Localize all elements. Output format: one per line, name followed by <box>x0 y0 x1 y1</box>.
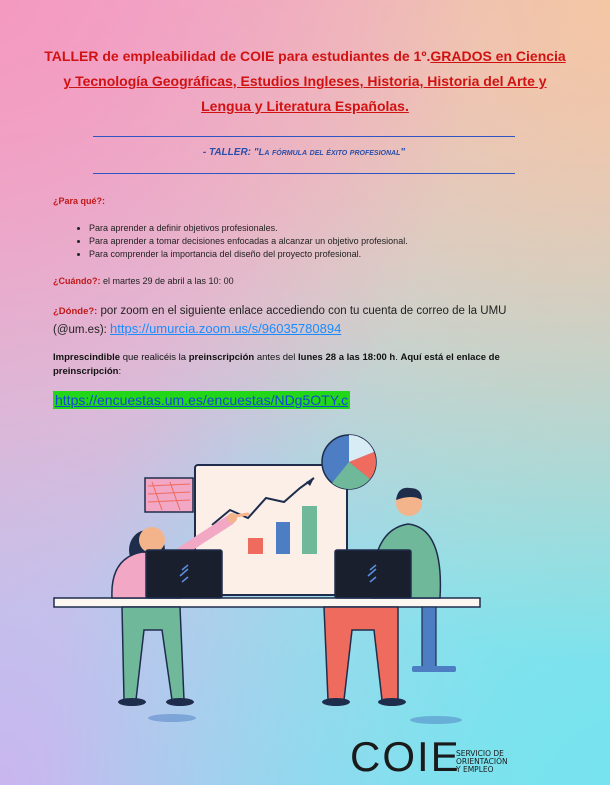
registration-paragraph <box>53 351 563 379</box>
zoom-link[interactable]: https://umurcia.zoom.us/s/96035780894 <box>110 321 342 336</box>
purpose-heading <box>53 196 105 206</box>
team-meeting-illustration <box>52 430 484 730</box>
where-paragraph <box>53 303 553 339</box>
laptop-right <box>335 550 411 598</box>
divider-top <box>93 136 515 137</box>
purpose-label: ¿Para qué?: <box>53 196 106 206</box>
registration-text-2: antes del <box>254 352 299 363</box>
where-label: ¿Dónde?: <box>53 306 98 317</box>
survey-link[interactable]: https://encuestas.um.es/encuestas/NDg5OTY.c <box>55 392 349 408</box>
workshop-prefix: - TALLER: " <box>202 147 259 158</box>
purpose-list <box>53 222 408 261</box>
logo-tagline-line: SERVICIO DE <box>456 749 504 758</box>
required-text: Imprescindible <box>53 352 121 363</box>
list-item: • Para comprender la importancia del diseño del proyecto profesional. <box>89 248 408 261</box>
list-item: • Para aprender a definir objetivos profesionales. <box>89 222 408 235</box>
where-text: por zoom en el siguiente enlace accediendo con tu cuenta de correo de la UMU (@um.es): <box>53 305 507 336</box>
when-text: el martes 29 de abril a las 10: 00 <box>100 276 234 286</box>
registration-text-1: que realicéis la <box>120 352 189 363</box>
workshop-heading <box>93 147 515 158</box>
person-left-legs <box>122 607 184 700</box>
person-left-head <box>139 527 165 553</box>
workshop-suffix: " <box>400 147 406 158</box>
chair-right <box>422 607 436 667</box>
laptop-left <box>146 550 222 598</box>
logo-tagline-line: ORIENTACIÓN <box>456 757 508 766</box>
registration-text-3: . <box>395 352 401 363</box>
table-top <box>54 598 480 607</box>
page-title <box>40 44 570 119</box>
bar-blue <box>276 522 290 554</box>
deadline-text: lunes 28 a las 18:00 h <box>298 352 396 363</box>
when-label: ¿Cuándo?: <box>53 276 101 286</box>
logo-tagline <box>456 750 508 774</box>
registration-link-intro: Aquí está el enlace de preinscripción <box>53 352 500 377</box>
person-right-legs <box>324 607 398 700</box>
logo-tagline-line: Y EMPLEO <box>456 765 494 774</box>
bar-red <box>248 538 263 554</box>
divider-bottom <box>93 173 515 174</box>
workshop-name: La fórmula del éxito profesional <box>258 147 401 158</box>
coie-logo <box>350 735 550 779</box>
bar-green <box>302 506 317 554</box>
logo-wordmark: COIE <box>350 733 461 780</box>
registration-word: preinscripción <box>188 352 255 363</box>
list-item: • Para aprender a tomar decisiones enfocadas a alcanzar un objetivo profesional. <box>89 235 408 248</box>
when-paragraph <box>53 276 234 286</box>
title-degrees: GRADOS en Ciencia y Tecnología Geográficas, Estudios Ingleses, Historia, Historia del Arte y Lengua y Literatura Españolas. <box>63 48 566 114</box>
registration-text-4: : <box>118 366 122 377</box>
title-intro: TALLER de empleabilidad de COIE para estudiantes de 1º. <box>44 48 431 64</box>
